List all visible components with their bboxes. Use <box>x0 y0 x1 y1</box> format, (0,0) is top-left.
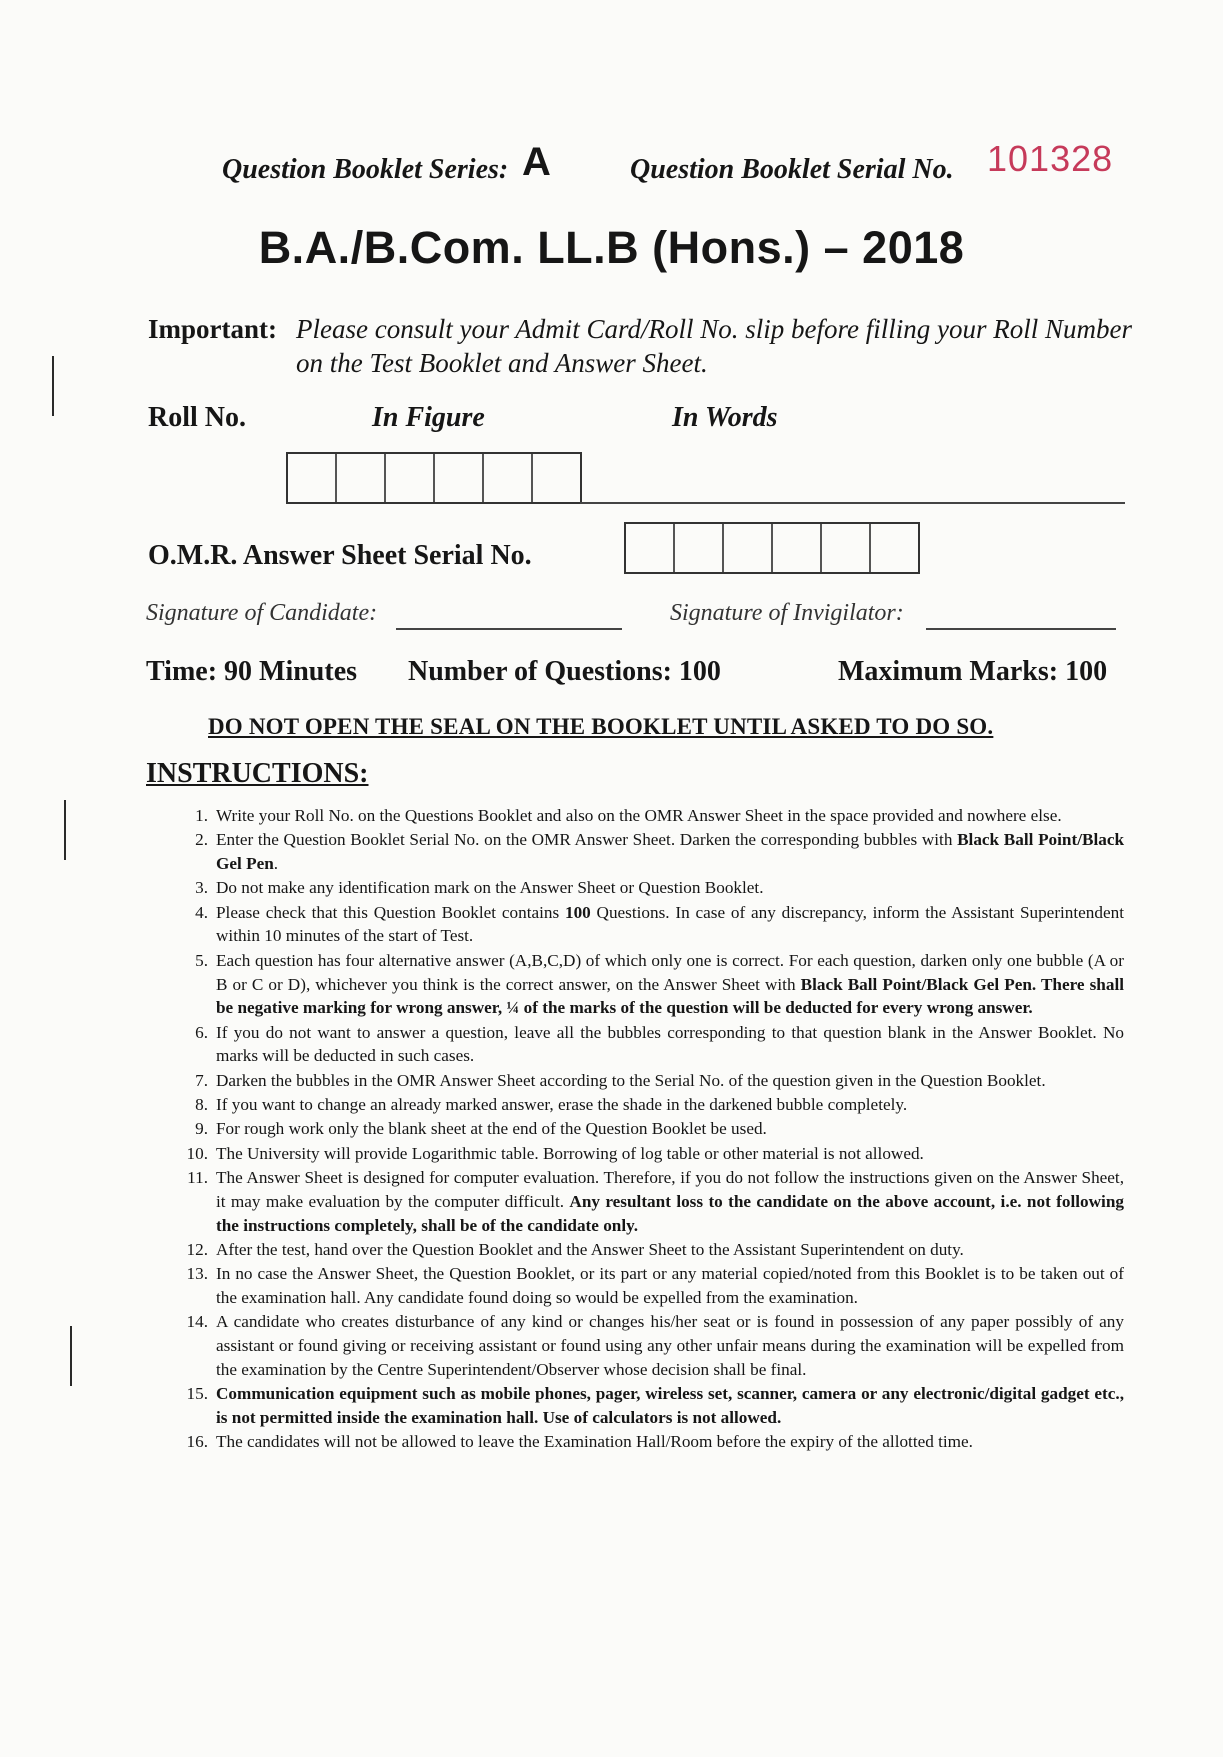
margin-mark <box>70 1326 72 1386</box>
instruction-number: 8. <box>195 1095 208 1115</box>
invigilator-signature-label: Signature of Invigilator: <box>670 600 904 626</box>
instruction-item <box>172 1262 1124 1310</box>
roll-digit-box[interactable] <box>484 454 533 502</box>
instruction-text: Please check that this Question Booklet contains <box>216 902 565 922</box>
instruction-text: For rough work only the blank sheet at the end of the Question Booklet be used. <box>216 1119 767 1139</box>
instruction-number: 15. <box>186 1384 208 1404</box>
instruction-item <box>172 949 1124 1020</box>
roll-digit-box[interactable] <box>337 454 386 502</box>
instruction-number: 5. <box>195 950 208 970</box>
instruction-item <box>172 1093 1124 1117</box>
roll-digit-box[interactable] <box>386 454 435 502</box>
roll-in-words-line[interactable] <box>580 502 1125 504</box>
omr-digit-box[interactable] <box>626 524 675 572</box>
omr-digit-box[interactable] <box>822 524 871 572</box>
in-words-label: In Words <box>672 402 778 433</box>
instruction-number: 12. <box>186 1239 208 1259</box>
instruction-item <box>172 1238 1124 1262</box>
seal-warning: DO NOT OPEN THE SEAL ON THE BOOKLET UNTIL ASKED TO DO SO. <box>208 714 994 739</box>
omr-serial-label: O.M.R. Answer Sheet Serial No. <box>148 540 532 571</box>
instruction-item <box>172 901 1124 949</box>
time-limit: Time: 90 Minutes <box>146 656 358 687</box>
instruction-number: 6. <box>195 1022 208 1042</box>
instruction-item <box>172 1142 1124 1166</box>
instruction-text: The candidates will not be allowed to leave the Examination Hall/Room before the expiry of the allotted time. <box>216 1432 973 1452</box>
instruction-number: 2. <box>195 830 208 850</box>
instruction-text: Questions. In case of any discrepancy, inform the Assistant Superintendent within 10 minutes of the start of Test. <box>216 902 1124 946</box>
candidate-signature-line[interactable] <box>396 628 622 630</box>
instruction-text: Enter the Question Booklet Serial No. on the OMR Answer Sheet. Darken the corresponding bubbles with <box>216 830 958 850</box>
roll-label: Roll No. <box>148 402 246 433</box>
invigilator-signature-line[interactable] <box>926 628 1116 630</box>
instruction-item <box>172 1430 1124 1454</box>
instruction-number: 3. <box>195 878 208 898</box>
maximum-marks: Maximum Marks: 100 <box>838 656 1108 687</box>
instruction-number: 7. <box>195 1070 208 1090</box>
instruction-text: Do not make any identification mark on the Answer Sheet or Question Booklet. <box>216 878 764 898</box>
instruction-item <box>172 1166 1124 1237</box>
omr-digit-box[interactable] <box>773 524 822 572</box>
instruction-text: A candidate who creates disturbance of any kind or changes his/her seat or is found in possession of any paper possibly of any assistant or found giving or receiving assistant or found using any other unfair means during the examination will be expelled from the examination by the Centre Superintendent/Observer whose decision shall be final. <box>216 1312 1124 1379</box>
candidate-signature-label: Signature of Candidate: <box>146 600 378 626</box>
instruction-text: Communication equipment such as mobile phones, pager, wireless set, scanner, camera or any electronic/digital gadget etc., is not permitted inside the examination hall. Use of calculators is not allowed. <box>216 1384 1124 1427</box>
omr-digit-box[interactable] <box>871 524 918 572</box>
omr-digit-box[interactable] <box>724 524 773 572</box>
question-count: Number of Questions: 100 <box>408 656 721 687</box>
instruction-number: 9. <box>195 1119 208 1139</box>
omr-digit-box[interactable] <box>675 524 724 572</box>
instruction-text: After the test, hand over the Question Booklet and the Answer Sheet to the Assistant Superintendent on duty. <box>216 1239 964 1259</box>
instruction-number: 1. <box>195 806 208 825</box>
instructions-heading: INSTRUCTIONS: <box>146 758 369 789</box>
serial-number: 101328 <box>987 138 1114 179</box>
instruction-number: 4. <box>195 902 208 922</box>
instruction-text: If you do not want to answer a question, leave all the bubbles corresponding to that question blank in the Answer Booklet. No marks will be deducted in such cases. <box>216 1022 1124 1066</box>
instruction-text: In no case the Answer Sheet, the Question Booklet, or its part or any material copied/noted from this Booklet is to be taken out of the examination hall. Any candidate found doing so would be expelled from the examination. <box>216 1264 1124 1307</box>
instruction-text: Write your Roll No. on the Questions Booklet and also on the OMR Answer Sheet in the space provided and nowhere else. <box>216 806 1062 825</box>
roll-number-boxes[interactable] <box>286 452 582 504</box>
instruction-number: 16. <box>186 1432 208 1452</box>
instruction-item <box>172 1382 1124 1430</box>
booklet-series-row <box>222 138 1122 198</box>
margin-mark <box>64 800 66 860</box>
margin-mark <box>52 356 54 416</box>
exam-title: B.A./B.Com. LL.B (Hons.) – 2018 <box>258 222 965 273</box>
instructions-list <box>172 804 1124 1455</box>
instruction-text: 100 <box>564 902 591 922</box>
roll-digit-box[interactable] <box>533 454 580 502</box>
instruction-text: . <box>273 854 279 874</box>
instruction-text: Any resultant loss to the candidate on the above account, i.e. not following the instructions completely, shall be of the candidate only. <box>216 1191 1124 1235</box>
series-value: A <box>522 140 551 184</box>
instruction-item <box>172 1310 1124 1381</box>
instruction-text: Black Ball Point/Black Gel Pen <box>216 830 1125 874</box>
instruction-item <box>172 804 1124 828</box>
instruction-number: 13. <box>186 1264 208 1284</box>
instruction-item <box>172 828 1124 876</box>
instruction-item <box>172 1021 1124 1069</box>
important-label: Important: <box>148 314 277 344</box>
serial-label: Question Booklet Serial No. <box>630 154 954 185</box>
instruction-number: 14. <box>186 1312 208 1332</box>
instruction-number: 10. <box>186 1143 208 1163</box>
roll-digit-box[interactable] <box>288 454 337 502</box>
instruction-text: Darken the bubbles in the OMR Answer Sheet according to the Serial No. of the question given in the Question Booklet. <box>216 1070 1046 1090</box>
instruction-text: If you want to change an already marked answer, erase the shade in the darkened bubble completely. <box>216 1095 908 1115</box>
important-text: Please consult your Admit Card/Roll No. slip before filling your Roll Number on the Test Booklet and Answer Sheet. <box>296 314 1132 378</box>
series-label: Question Booklet Series: <box>222 154 509 185</box>
instruction-text: The University will provide Logarithmic table. Borrowing of log table or other material is not allowed. <box>216 1143 924 1163</box>
instruction-item <box>172 1117 1124 1141</box>
instruction-text: The Answer Sheet is designed for computer evaluation. Therefore, if you do not follow the instructions given on the Answer Sheet, it may make evaluation by the computer difficult. <box>216 1167 1124 1211</box>
instruction-item <box>172 876 1124 900</box>
instruction-text: Each question has four alternative answer (A,B,C,D) of which only one is correct. For each question, darken only one bubble (A or B or C or D), whichever you think is the correct answer, on the Answer Sheet with <box>216 950 1124 994</box>
omr-serial-boxes[interactable] <box>624 522 920 574</box>
in-figure-label: In Figure <box>372 402 485 433</box>
roll-digit-box[interactable] <box>435 454 484 502</box>
instruction-number: 11. <box>187 1167 208 1187</box>
instruction-item <box>172 1069 1124 1093</box>
instruction-text: Black Ball Point/Black Gel Pen. There shall be negative marking for wrong answer, ¼ of the marks of the question will be deducted for every wrong answer. <box>216 974 1125 1018</box>
